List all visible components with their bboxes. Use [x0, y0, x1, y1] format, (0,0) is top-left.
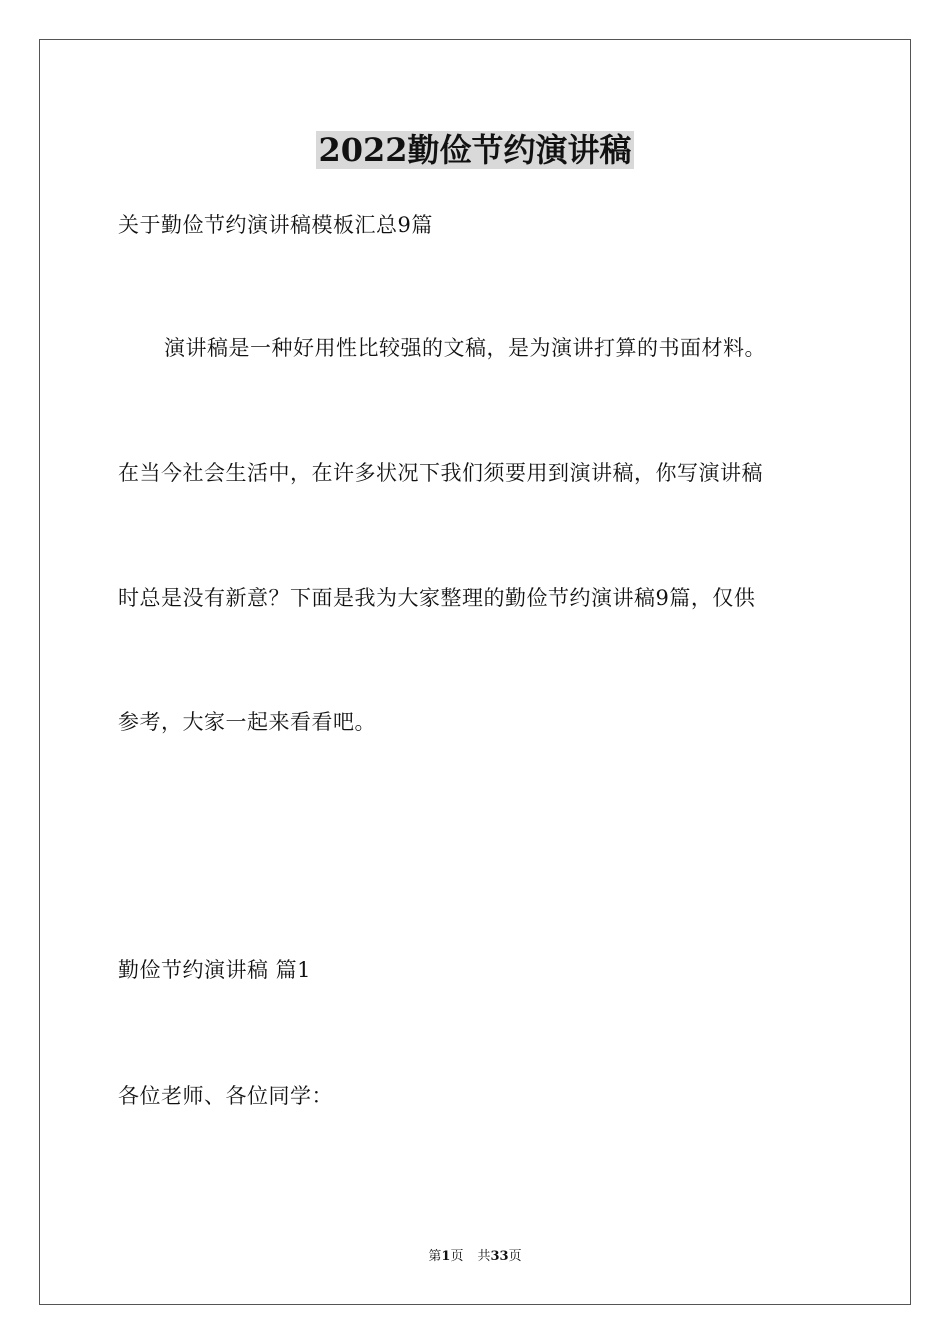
- footer-page-number: 1: [441, 1249, 451, 1264]
- document-title: [0, 126, 950, 174]
- footer-page-prefix: 第: [428, 1249, 442, 1264]
- document-subtitle: 关于勤俭节约演讲稿模板汇总9篇: [118, 213, 433, 237]
- page-footer: [0, 1247, 950, 1267]
- footer-page-suffix: 页: [450, 1249, 464, 1264]
- footer-total-prefix: 共: [477, 1249, 491, 1264]
- salutation: 各位老师、各位同学：: [118, 1084, 333, 1108]
- intro-line-3: 时总是没有新意？下面是我为大家整理的勤俭节约演讲稿9篇，仅供: [118, 586, 756, 610]
- footer-total-pages: 33: [490, 1249, 509, 1264]
- intro-line-4: 参考，大家一起来看看吧。: [118, 710, 376, 734]
- section-heading: 勤俭节约演讲稿 篇1: [118, 958, 312, 982]
- intro-line-1: 演讲稿是一种好用性比较强的文稿，是为演讲打算的书面材料。: [164, 336, 766, 360]
- intro-line-2: 在当今社会生活中，在许多状况下我们须要用到演讲稿，你写演讲稿: [118, 461, 763, 485]
- footer-total-suffix: 页: [508, 1249, 522, 1264]
- document-title-text: 2022勤俭节约演讲稿: [318, 131, 632, 169]
